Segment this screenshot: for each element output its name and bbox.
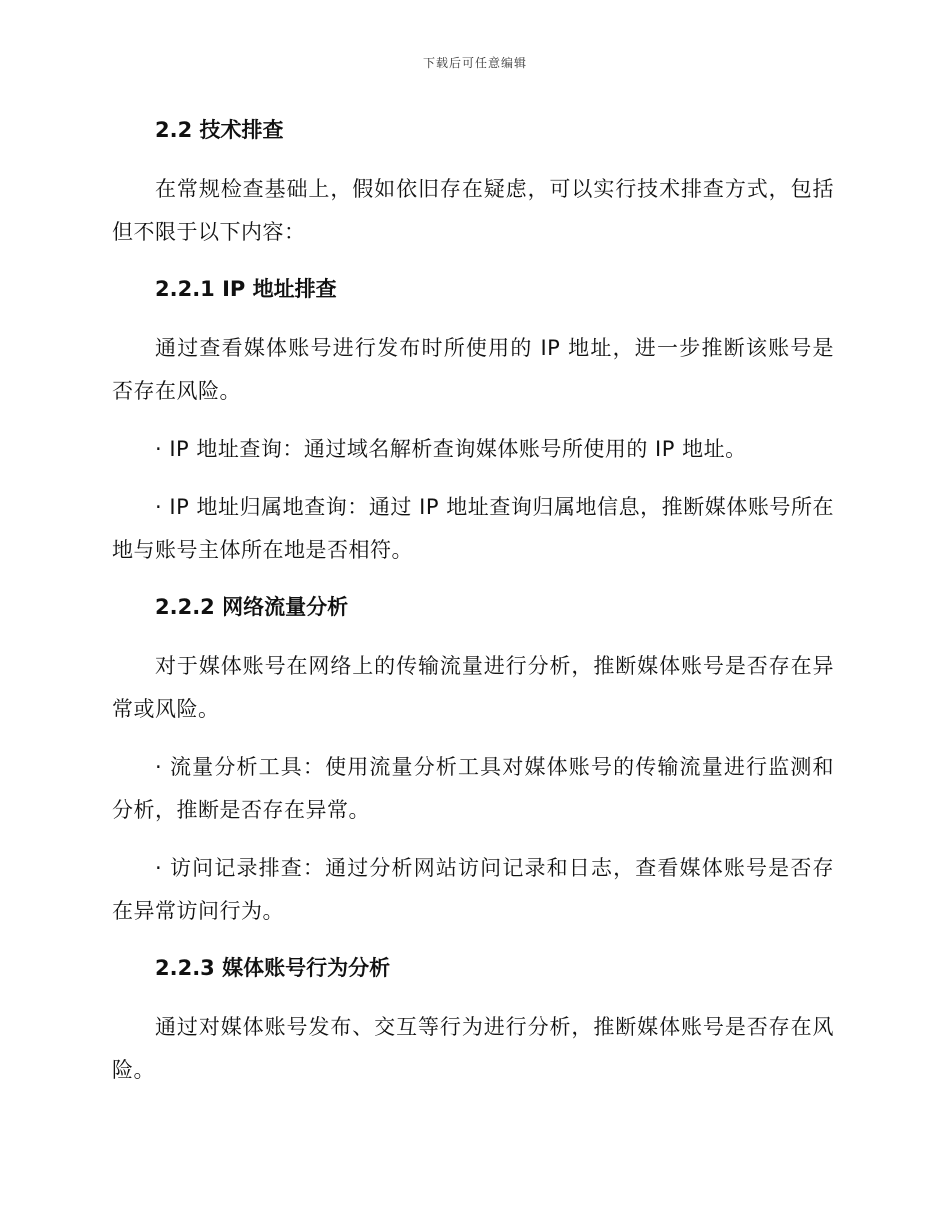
section-2-2-2-paragraph: 对于媒体账号在网络上的传输流量进行分析，推断媒体账号是否存在异常或风险。 [112, 654, 834, 721]
section-2-2-1-bullet-ip-query: · IP 地址查询：通过域名解析查询媒体账号所使用的 IP 地址。 [155, 437, 747, 461]
section-2-2-3-paragraph: 通过对媒体账号发布、交互等行为进行分析，推断媒体账号是否存在风险。 [112, 1015, 834, 1082]
section-heading-2-2-1: 2.2.1 IP 地址排查 [155, 277, 337, 301]
section-heading-2-2-2: 2.2.2 网络流量分析 [155, 595, 349, 619]
section-heading-2-2: 2.2 技术排查 [155, 118, 284, 142]
section-2-2-2-bullet-traffic-tool: · 流量分析工具：使用流量分析工具对媒体账号的传输流量进行监测和分析，推断是否存在异常。 [112, 755, 834, 822]
page-header-note: 下载后可任意编辑 [422, 56, 527, 70]
section-heading-2-2-3: 2.2.3 媒体账号行为分析 [155, 956, 391, 980]
section-2-2-intro: 在常规检查基础上，假如依旧存在疑虑，可以实行技术排查方式，包括但不限于以下内容： [112, 177, 834, 244]
section-2-2-2-bullet-access-log: · 访问记录排查：通过分析网站访问记录和日志，查看媒体账号是否存在异常访问行为。 [112, 856, 834, 923]
section-2-2-1-bullet-ip-location: · IP 地址归属地查询：通过 IP 地址查询归属地信息，推断媒体账号所在地与账号主体所在地是否相符。 [112, 495, 834, 562]
section-2-2-1-paragraph: 通过查看媒体账号进行发布时所使用的 IP 地址，进一步推断该账号是否存在风险。 [112, 336, 834, 403]
document-body [112, 110, 834, 1107]
